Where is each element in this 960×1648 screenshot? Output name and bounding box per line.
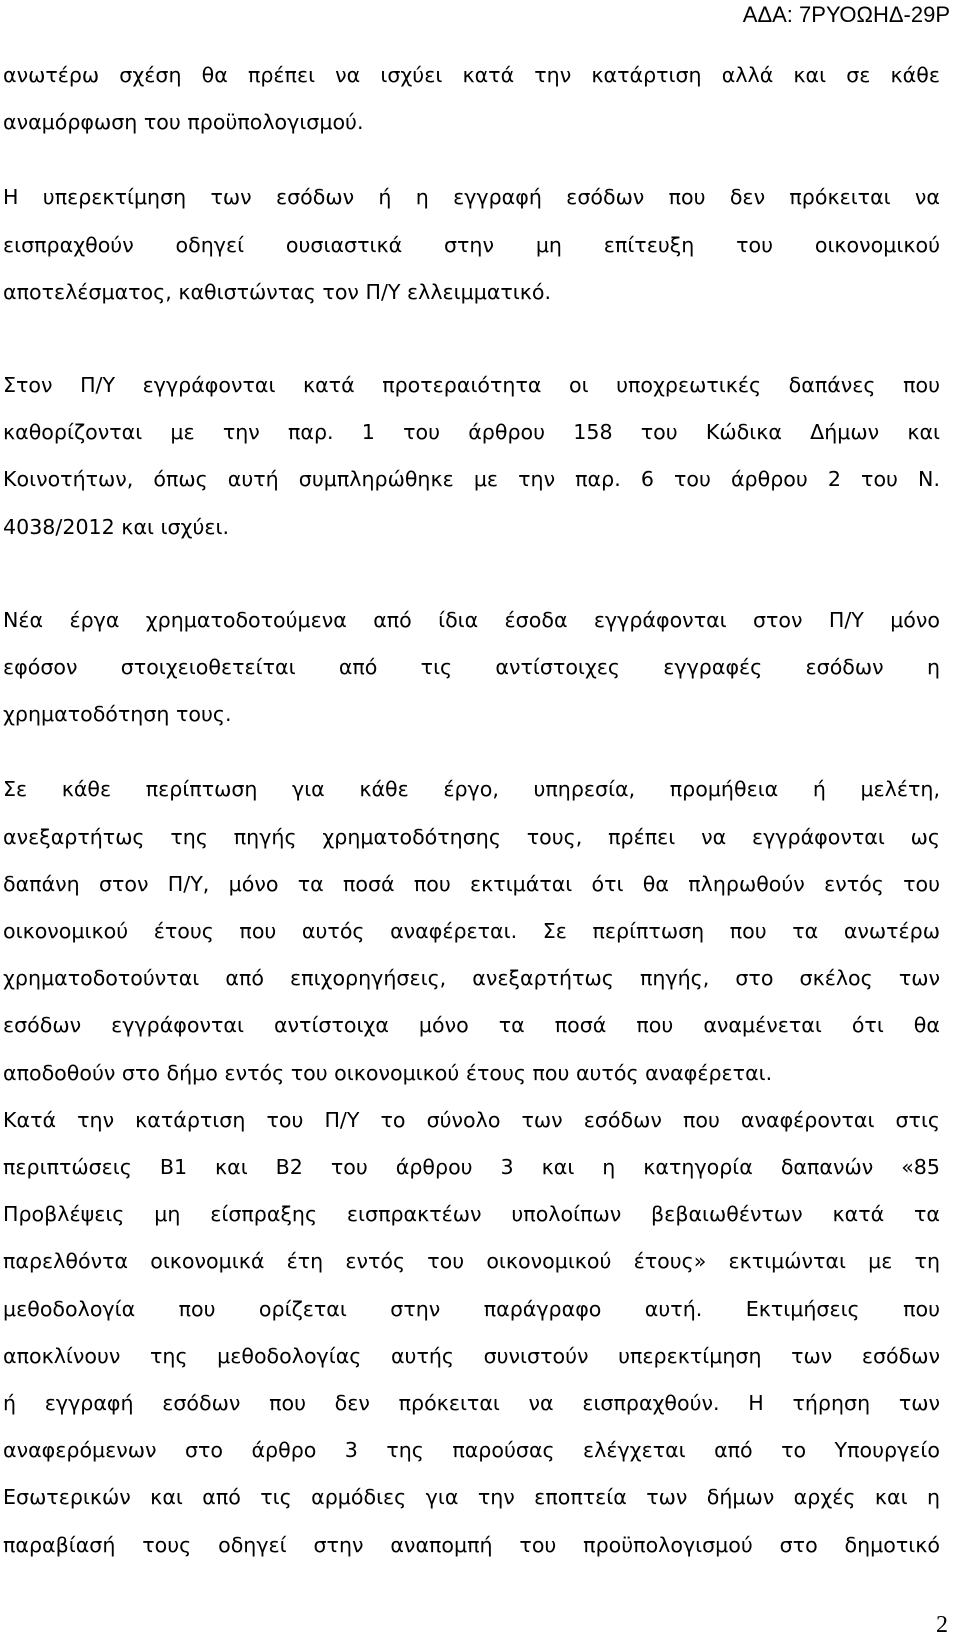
- document-body: [3, 52, 940, 1569]
- text-line: 4038/2012 και ισχύει.: [3, 514, 230, 539]
- paragraph-budget-relation: [3, 52, 940, 146]
- text-line: Προβλέψεις μη είσπραξης εισπρακτέων υπολοίπων βεβαιωθέντων κατά τα: [3, 1202, 940, 1227]
- text-line: ή εγγραφή εσόδων που δεν πρόκειται να εισπραχθούν. Η τήρηση των: [3, 1391, 940, 1416]
- page-number: 2: [936, 1612, 948, 1638]
- text-line: Σε κάθε περίπτωση για κάθε έργο, υπηρεσία, προμήθεια ή μελέτη,: [3, 777, 940, 802]
- text-line: μεθοδολογία που ορίζεται στην παράγραφο αυτή. Εκτιμήσεις που: [3, 1296, 940, 1321]
- ada-code: ΑΔΑ: 7ΡΥΟΩΗΔ-29Ρ: [742, 2, 950, 27]
- text-line: οικονομικού έτους που αυτός αναφέρεται. Σε περίπτωση που τα ανωτέρω: [3, 919, 940, 944]
- text-line: αναφερόμενων στο άρθρο 3 της παρούσας ελέγχεται από το Υπουργείο: [3, 1438, 940, 1463]
- text-line: αποκλίνουν της μεθοδολογίας αυτής συνιστούν υπερεκτίμηση των εσόδων: [3, 1343, 940, 1368]
- text-line: Στον Π/Υ εγγράφονται κατά προτεραιότητα οι υποχρεωτικές δαπάνες που: [3, 373, 940, 398]
- text-line: καθορίζονται με την παρ. 1 του άρθρου 158 του Κώδικα Δήμων και: [3, 420, 940, 445]
- paragraph-overestimation: [3, 174, 940, 316]
- paragraph-methodology: [3, 1097, 940, 1569]
- text-line: Εσωτερικών και από τις αρμόδιες για την εποπτεία των δήμων αρχές και η: [3, 1485, 940, 1510]
- text-line: παρελθόντα οικονομικά έτη εντός του οικονομικού έτους» εκτιμώνται με τη: [3, 1249, 940, 1274]
- paragraph-mandatory-expenses: [3, 362, 940, 551]
- text-line: αναμόρφωση του προϋπολογισμού.: [3, 110, 364, 135]
- text-line: Κοινοτήτων, όπως αυτή συμπληρώθηκε με την παρ. 6 του άρθρου 2 του Ν.: [3, 467, 940, 492]
- text-line: ανεξαρτήτως της πηγής χρηματοδότησης τους, πρέπει να εγγράφονται ως: [3, 824, 940, 849]
- text-line: εισπραχθούν οδηγεί ουσιαστικά στην μη επίτευξη του οικονομικού: [3, 232, 940, 257]
- text-line: Κατά την κατάρτιση του Π/Υ το σύνολο των εσόδων που αναφέρονται στις: [3, 1107, 940, 1132]
- text-line: αποδοθούν στο δήμο εντός του οικονομικού έτους που αυτός αναφέρεται.: [3, 1060, 773, 1085]
- text-line: παραβίασή τους οδηγεί στην αναπομπή του προϋπολογισμού στο δημοτικό: [3, 1532, 940, 1557]
- text-line: ανωτέρω σχέση θα πρέπει να ισχύει κατά την κατάρτιση αλλά και σε κάθε: [3, 63, 940, 87]
- text-line: χρηματοδότηση τους.: [3, 702, 232, 727]
- text-line: εσόδων εγγράφονται αντίστοιχα μόνο τα ποσά που αναμένεται ότι θα: [3, 1013, 940, 1038]
- text-line: Νέα έργα χρηματοδοτούμενα από ίδια έσοδα εγγράφονται στον Π/Υ μόνο: [3, 607, 940, 632]
- text-line: δαπάνη στον Π/Υ, μόνο τα ποσά που εκτιμάται ότι θα πληρωθούν εντός του: [3, 871, 940, 896]
- text-line: περιπτώσεις Β1 και Β2 του άρθρου 3 και η κατηγορία δαπανών «85: [3, 1155, 940, 1180]
- paragraph-new-projects: [3, 597, 940, 739]
- text-line: εφόσον στοιχειοθετείται από τις αντίστοιχες εγγραφές εσόδων η: [3, 655, 940, 680]
- text-line: Η υπερεκτίμηση των εσόδων ή η εγγραφή εσόδων που δεν πρόκειται να: [3, 185, 940, 210]
- text-line: χρηματοδοτούνται από επιχορηγήσεις, ανεξαρτήτως πηγής, στο σκέλος των: [3, 966, 940, 991]
- text-line: αποτελέσματος, καθιστώντας τον Π/Υ ελλειμματικό.: [3, 279, 552, 304]
- paragraph-each-case: [3, 766, 940, 1096]
